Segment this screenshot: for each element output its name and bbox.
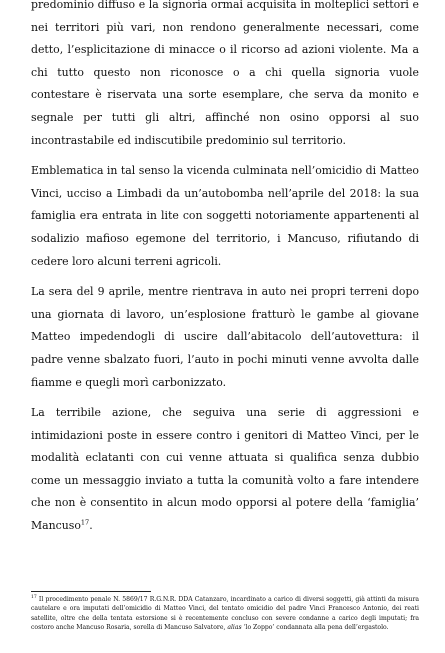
- footnote-text-a: Il procedimento penale N. 5869/17 R.G.N.R. DDA Catanzaro, incardinato a carico di diversi soggetti, già attinti da misura cautelare e ora imputati dell’omicidio di Matteo Vinci, del tentato omicidio del padre Vinci Francesco Antonio, dei reati satellite, oltre che della tentata estorsione si è recentemente concluso con severe condanne a carico degli imputati; fra costoro anche Mancuso Rosaria, sorella di Mancuso Salvatore,: [31, 596, 420, 631]
- footnote-17: [31, 595, 419, 632]
- paragraph-3: La sera del 9 aprile, mentre rientrava in auto nei propri terreni dopo una giornata di lavoro, un’esplosione fratturò le gambe al giovane Matteo impedendogli di uscire dall’abitacolo dell’autovettura: il padre venne sbalzato fuori, l’auto in pochi minuti venne avvolta dalle fiamme e quegli morì carbonizzato.: [31, 285, 419, 389]
- footnote-divider: [31, 591, 151, 592]
- footnote-number: 17: [31, 594, 37, 600]
- footnote-alias: alias: [227, 623, 242, 631]
- footnote-text-b: ‘lo Zoppo’ condannata alla pena dell’ergastolo.: [243, 623, 389, 631]
- paragraph-4: [31, 402, 419, 538]
- paragraph-4-text: La terribile azione, che seguiva una serie di aggressioni e intimidazioni poste in essere contro i genitori di Matteo Vinci, per le modalità eclatanti con cui venne attuata si qualifica senza dubbio come un messaggio inviato a tutta la comunità volto a fare intendere che non è consentito in alcun modo opporsi al potere della ‘famiglia’ Mancuso: [31, 406, 419, 533]
- paragraph-2: Emblematica in tal senso la vicenda culminata nell’omicidio di Matteo Vinci, ucciso a Limbadi da un’autobomba nell’aprile del 2018: la sua famiglia era entrata in lite con soggetti notoriamente appartenenti al sodalizio mafioso egemone del territorio, i Mancuso, rifiutando di cedere loro alcuni terreni agricoli.: [31, 164, 419, 268]
- paragraph-1: predominio diffuso e la signoria ormai acquisita in molteplici settori e nei territori più vari, non rendono generalmente necessari, come detto, l’esplicitazione di minacce o il ricorso ad azioni violente. Ma a chi tutto questo non riconosce o a chi quella signoria vuole contestare è riservata una sorte esemplare, che serva da monito e segnale per tutti gli altri, affinché non osino opporsi al suo incontrastabile ed indiscutibile predominio sul territorio.: [31, 0, 419, 147]
- body-text: [31, 0, 419, 538]
- paragraph-4-period: .: [89, 519, 93, 533]
- footnote-reference[interactable]: 17: [80, 518, 90, 527]
- footnote-area: [31, 591, 419, 632]
